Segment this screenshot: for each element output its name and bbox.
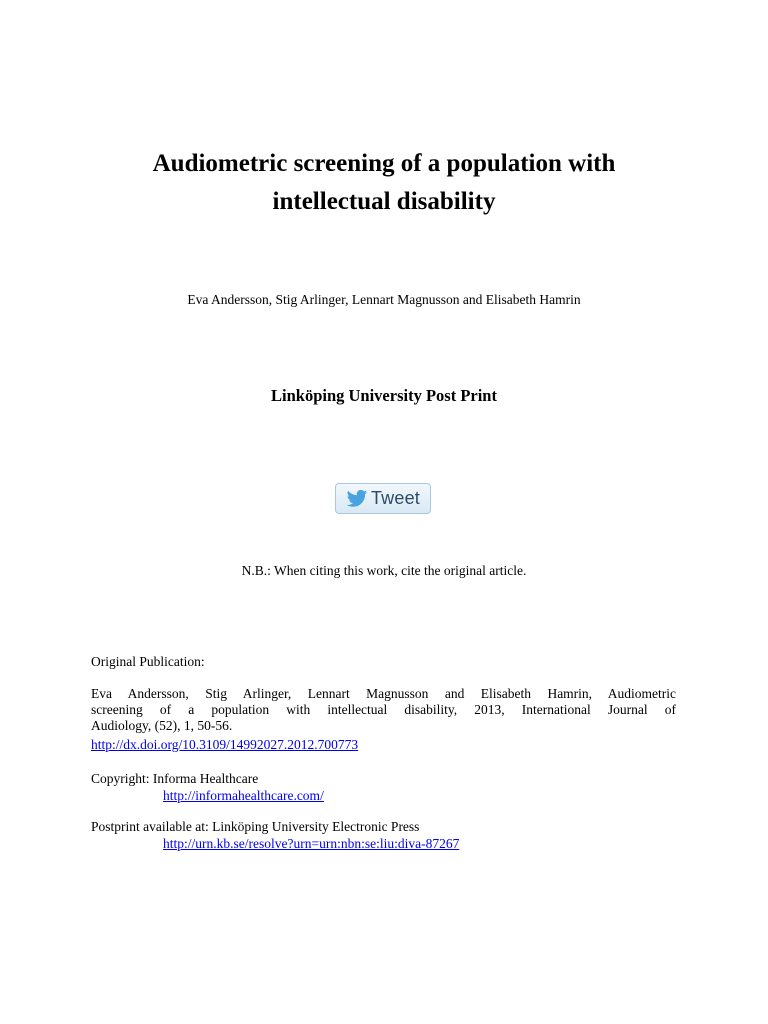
citation-text	[91, 686, 676, 734]
postprint-available-label: Postprint available at: Linköping University Electronic Press	[91, 819, 420, 834]
copyright-label: Copyright: Informa Healthcare	[91, 771, 259, 786]
twitter-bird-icon	[346, 490, 368, 508]
citation-line-2: screening of a population with intellectual disability, 2013, International Journal of	[91, 702, 676, 717]
title-line-2: intellectual disability	[272, 188, 496, 215]
tweet-button[interactable]	[335, 483, 431, 514]
paper-title	[90, 145, 678, 221]
publisher-link[interactable]: http://informahealthcare.com/	[163, 788, 324, 803]
urn-link[interactable]: http://urn.kb.se/resolve?urn=urn:nbn:se:liu:diva-87267	[163, 836, 460, 851]
title-line-1: Audiometric screening of a population with	[152, 150, 616, 177]
postprint-heading: Linköping University Post Print	[271, 386, 497, 405]
doi-link[interactable]: http://dx.doi.org/10.3109/14992027.2012.700773	[91, 737, 359, 752]
citation-line-3: Audiology, (52), 1, 50-56.	[91, 718, 233, 733]
original-publication-label: Original Publication:	[91, 654, 205, 669]
citation-note: N.B.: When citing this work, cite the original article.	[241, 563, 527, 578]
author-list: Eva Andersson, Stig Arlinger, Lennart Magnusson and Elisabeth Hamrin	[187, 292, 581, 307]
citation-line-1: Eva Andersson, Stig Arlinger, Lennart Magnusson and Elisabeth Hamrin, Audiometric	[91, 686, 676, 701]
tweet-label: Tweet	[370, 488, 421, 508]
